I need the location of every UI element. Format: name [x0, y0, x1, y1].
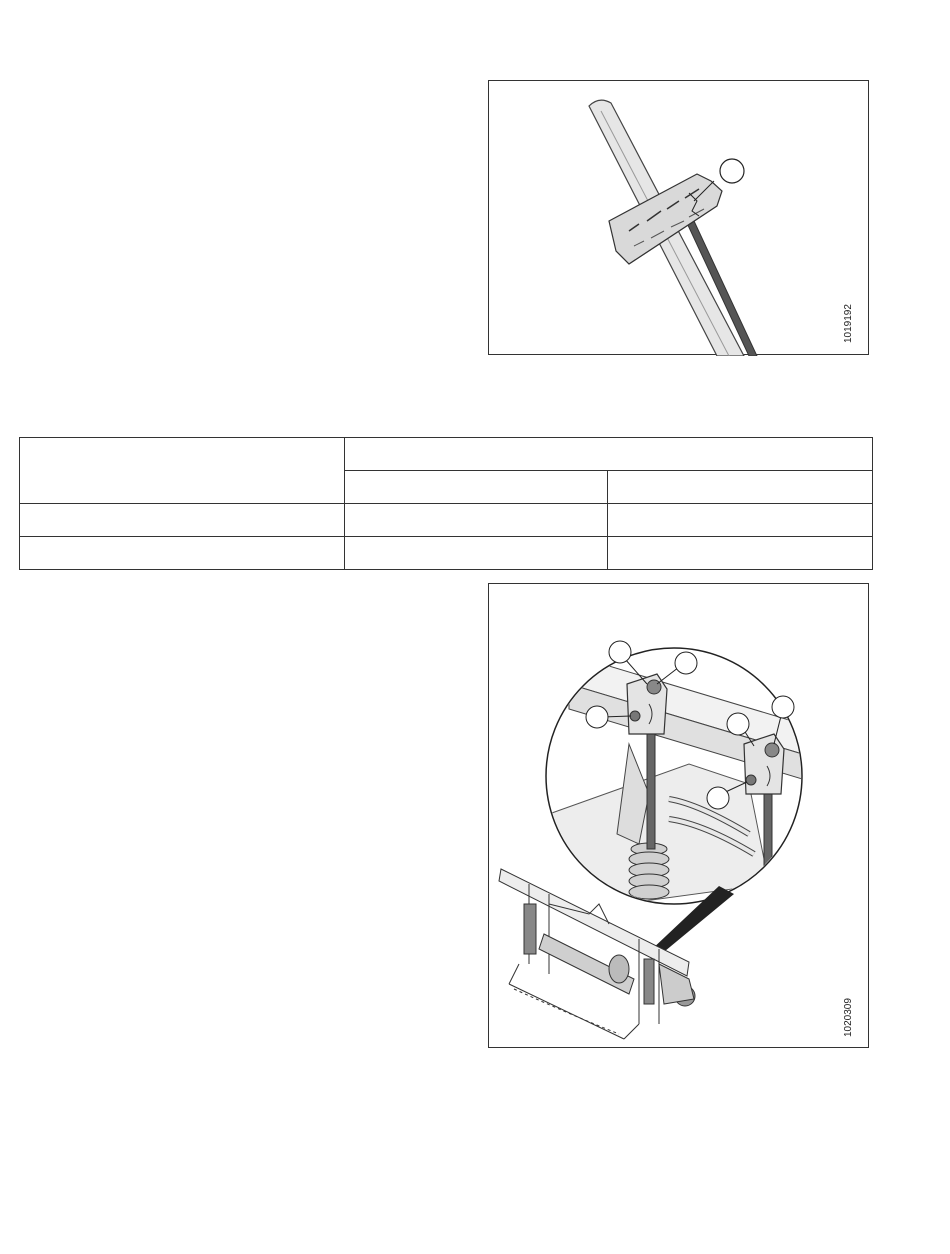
figure-id: 1020309: [843, 998, 854, 1037]
table-row: [20, 504, 873, 537]
callout-circle: [727, 713, 749, 735]
table-cell: [345, 537, 608, 570]
table-cell: [20, 537, 345, 570]
gauge-rod-illustration: [489, 81, 870, 356]
callout-circle: [720, 159, 744, 183]
table-header-group: [345, 438, 873, 471]
callout-circle: [707, 787, 729, 809]
figure-gauge-rod: [488, 80, 869, 355]
figure-id: 1019192: [843, 304, 854, 343]
table-row: [20, 537, 873, 570]
callout-circle: [772, 696, 794, 718]
table-subheader: [345, 471, 608, 504]
table-cell: [345, 504, 608, 537]
table-cell: [608, 504, 873, 537]
table-cell: [608, 537, 873, 570]
figure-bracket-detail: [488, 583, 869, 1048]
callout-circle: [586, 706, 608, 728]
table-cell: [20, 504, 345, 537]
table-header-left: [20, 438, 345, 504]
callout-circle: [609, 641, 631, 663]
spec-table: [19, 437, 873, 570]
callout-circle: [675, 652, 697, 674]
table-subheader: [608, 471, 873, 504]
bracket-detail-illustration: [489, 584, 870, 1049]
